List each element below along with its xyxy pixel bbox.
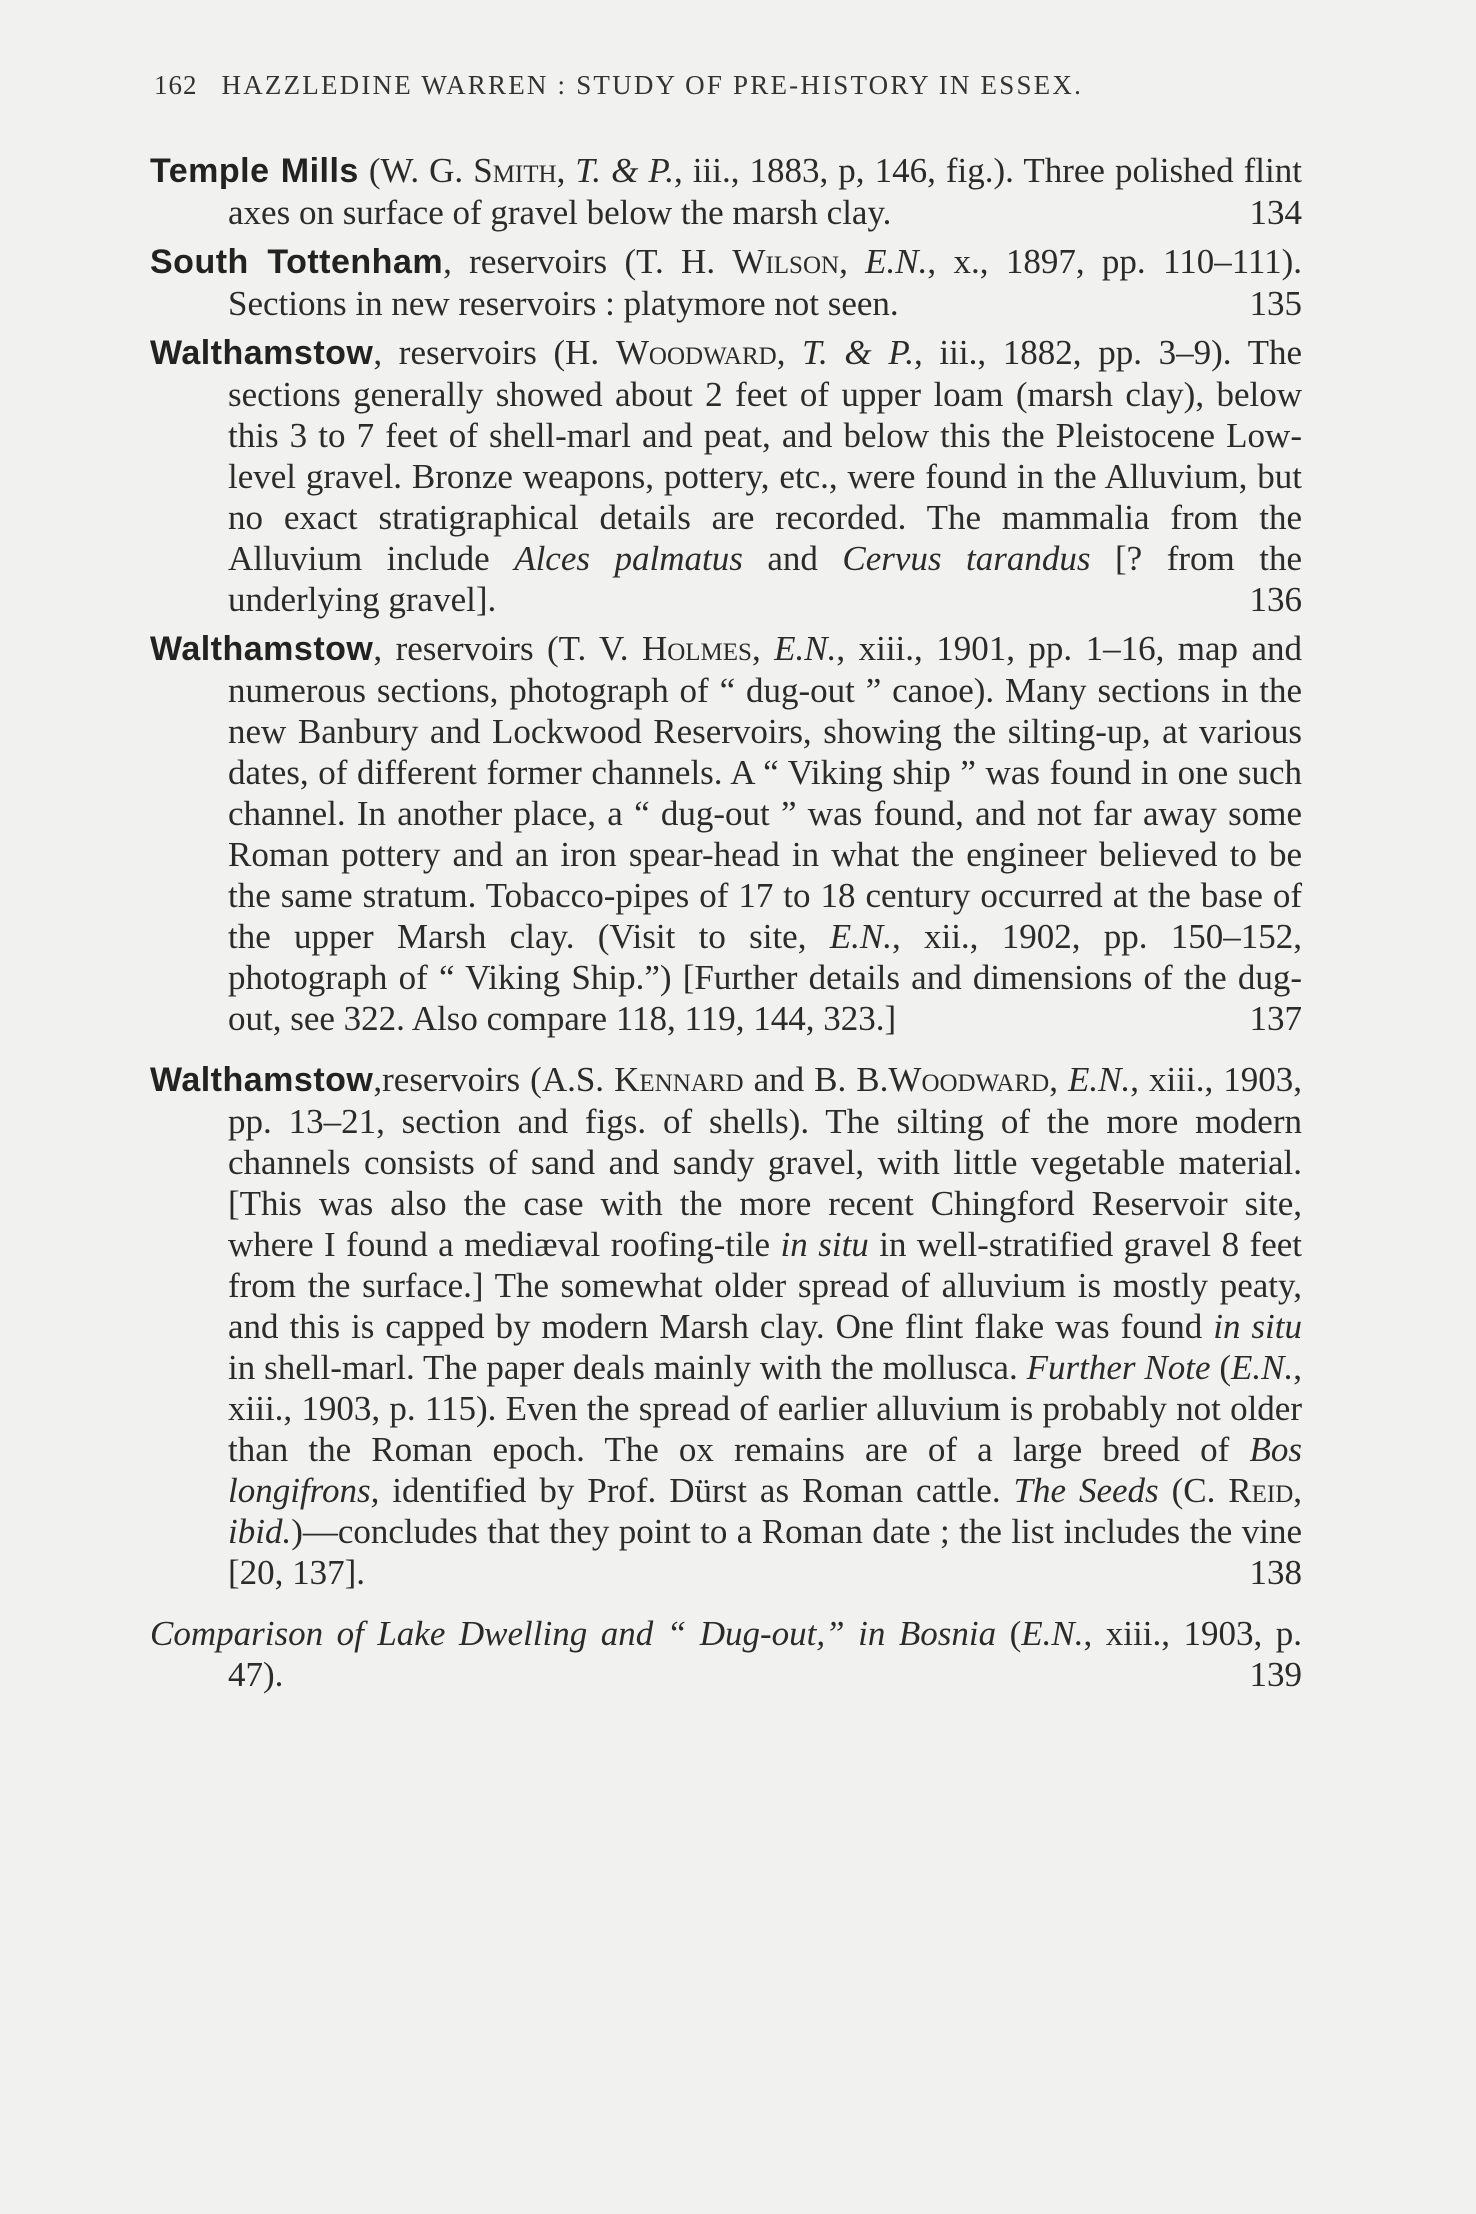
bib-entry-138 xyxy=(150,1059,1302,1593)
place-name: Walthamstow xyxy=(150,630,374,668)
entry-text: , xyxy=(1293,1471,1302,1510)
entry-number: 135 xyxy=(1249,284,1302,323)
author-name: Wilson xyxy=(732,242,840,281)
species-name: Bos longifrons, xyxy=(228,1430,1302,1510)
entry-text: , reservoirs (H. xyxy=(373,333,616,372)
entry-text: and B. B. xyxy=(743,1060,889,1099)
entry-text: and xyxy=(742,539,843,578)
entry-text: ( xyxy=(1210,1348,1232,1387)
journal-abbrev: E.N. xyxy=(865,242,928,281)
author-name: Holmes xyxy=(641,629,752,668)
place-name: South Tottenham xyxy=(150,243,444,281)
running-head xyxy=(154,70,1304,101)
entry-text: in shell-marl. The paper deals mainly with the mollusca. xyxy=(228,1348,1027,1387)
bib-entry-139 xyxy=(150,1613,1302,1695)
place-name: Temple Mills xyxy=(150,152,359,190)
entry-number: 138 xyxy=(1249,1553,1302,1592)
journal-abbrev: T. & P. xyxy=(575,151,674,190)
running-head-title: HAZZLEDINE WARREN : STUDY OF PRE-HISTORY IN ESSEX. xyxy=(221,70,1084,100)
italic-phrase: Further Note xyxy=(1026,1348,1211,1387)
species-name: Cervus tarandus xyxy=(842,539,1091,578)
species-name: Alces palmatus xyxy=(514,539,743,578)
journal-abbrev: T. & P. xyxy=(802,333,914,372)
journal-abbrev: E.N. xyxy=(1231,1348,1294,1387)
entry-number: 136 xyxy=(1249,580,1302,619)
entry-title: Comparison of Lake Dwelling and “ Dug-out,” in Bosnia xyxy=(150,1614,997,1653)
italic-phrase: in situ xyxy=(780,1225,869,1264)
journal-abbrev: E.N. xyxy=(829,917,892,956)
entry-text: , x., 1897, pp. 110–111). Sections in new reservoirs : platymore not seen. xyxy=(228,242,1303,323)
entry-number: 137 xyxy=(1249,999,1302,1038)
bibliography-body xyxy=(150,150,1302,1703)
entry-text: (C. xyxy=(1158,1471,1229,1510)
entry-text: , xyxy=(1049,1060,1069,1099)
entry-text: , xyxy=(751,629,775,668)
entry-text: , xiii., 1903, p. 47). xyxy=(228,1614,1302,1694)
entry-text: , xiii., 1901, pp. 1–16, map and numerous sections, photograph of “ dug-out ” canoe). Many sections in the new Banbury and Lockwood Reservoirs, showing the silting-up, at various dates, of different former channels. A “ Viking ship ” was found in one such channel. In another place, a “ dug-out ” was found, and not far away some Roman pottery and an iron spear-head in what the engineer believed to be the same stratum. Tobacco-pipes of 17 to 18 century occurred at the base of the upper Marsh clay. (Visit to site, xyxy=(228,629,1303,956)
entry-text: )—concludes that they point to a Roman date ; the list includes the vine [20, 137]. xyxy=(228,1512,1302,1592)
entry-text: , xiii., 1903, pp. 13–21, section and figs. of shells). The silting of the more modern channels consists of sand and sandy gravel, with little vegetable material. [This was also the case with the more recent Chingford Reservoir site, where I found a mediæval roofing-tile xyxy=(228,1060,1302,1264)
entry-number: 134 xyxy=(1249,193,1302,232)
bib-entry-137 xyxy=(150,628,1302,1039)
entry-text: , xyxy=(776,333,803,372)
italic-phrase: in situ xyxy=(1213,1307,1303,1346)
author-name: Woodward xyxy=(615,333,777,372)
entry-text: ( xyxy=(996,1614,1022,1653)
entry-text: , reservoirs (T. V. xyxy=(373,629,642,668)
place-name: Walthamstow xyxy=(150,1061,374,1099)
place-name: Walthamstow xyxy=(150,334,374,372)
bib-entry-135 xyxy=(150,241,1302,324)
bib-entry-134 xyxy=(150,150,1302,233)
entry-text: , xiii., 1903, p. 115). Even the spread of earlier alluvium is probably not older than the Roman epoch. The ox remains are of a large breed of xyxy=(228,1348,1303,1469)
entry-text: , iii., 1883, p, 146, fig.). Three polished flint axes on surface of gravel below the marsh clay. xyxy=(228,151,1302,232)
italic-phrase: ibid. xyxy=(228,1512,292,1551)
journal-abbrev: E.N. xyxy=(1021,1614,1084,1653)
entry-text: (W. G. xyxy=(358,151,474,190)
entry-text: ,reservoirs (A.S. xyxy=(373,1060,615,1099)
entry-text: identified by Prof. Dürst as Roman cattle. xyxy=(379,1471,1014,1510)
page-number: 162 xyxy=(154,70,198,100)
bib-entry-136 xyxy=(150,332,1302,620)
entry-text: in well-stratified gravel 8 feet from the surface.] The somewhat older spread of alluvium is mostly peaty, and this is capped by modern Marsh clay. One flint flake was found xyxy=(228,1225,1302,1346)
journal-abbrev: E.N. xyxy=(1068,1060,1131,1099)
journal-abbrev: E.N. xyxy=(774,629,837,668)
author-name: Woodward xyxy=(888,1060,1050,1099)
entry-text: [? from the underlying gravel]. xyxy=(228,539,1302,619)
entry-text: , xyxy=(839,242,866,281)
author-name: Reid xyxy=(1228,1471,1294,1510)
entry-text: , xii., 1902, pp. 150–152, photograph of “ Viking Ship.”) [Further details and dimensions of the dug-out, see 322. Also compare 118, 119, 144, 323.] xyxy=(228,917,1302,1038)
author-name: Kennard xyxy=(614,1060,744,1099)
entry-text: , reservoirs (T. H. xyxy=(443,242,733,281)
entry-text: , xyxy=(556,151,576,190)
entry-number: 139 xyxy=(1249,1655,1302,1694)
entry-text: , iii., 1882, pp. 3–9). The sections generally showed about 2 feet of upper loam (marsh clay), below this 3 to 7 feet of shell-marl and peat, and below this the Pleistocene Low-level gravel. Bronze weapons, pottery, etc., were found in the Alluvium, but no exact stratigraphical details are recorded. The mammalia from the Alluvium include xyxy=(228,333,1303,578)
italic-phrase: The Seeds xyxy=(1013,1471,1159,1510)
author-name: Smith xyxy=(473,151,557,190)
